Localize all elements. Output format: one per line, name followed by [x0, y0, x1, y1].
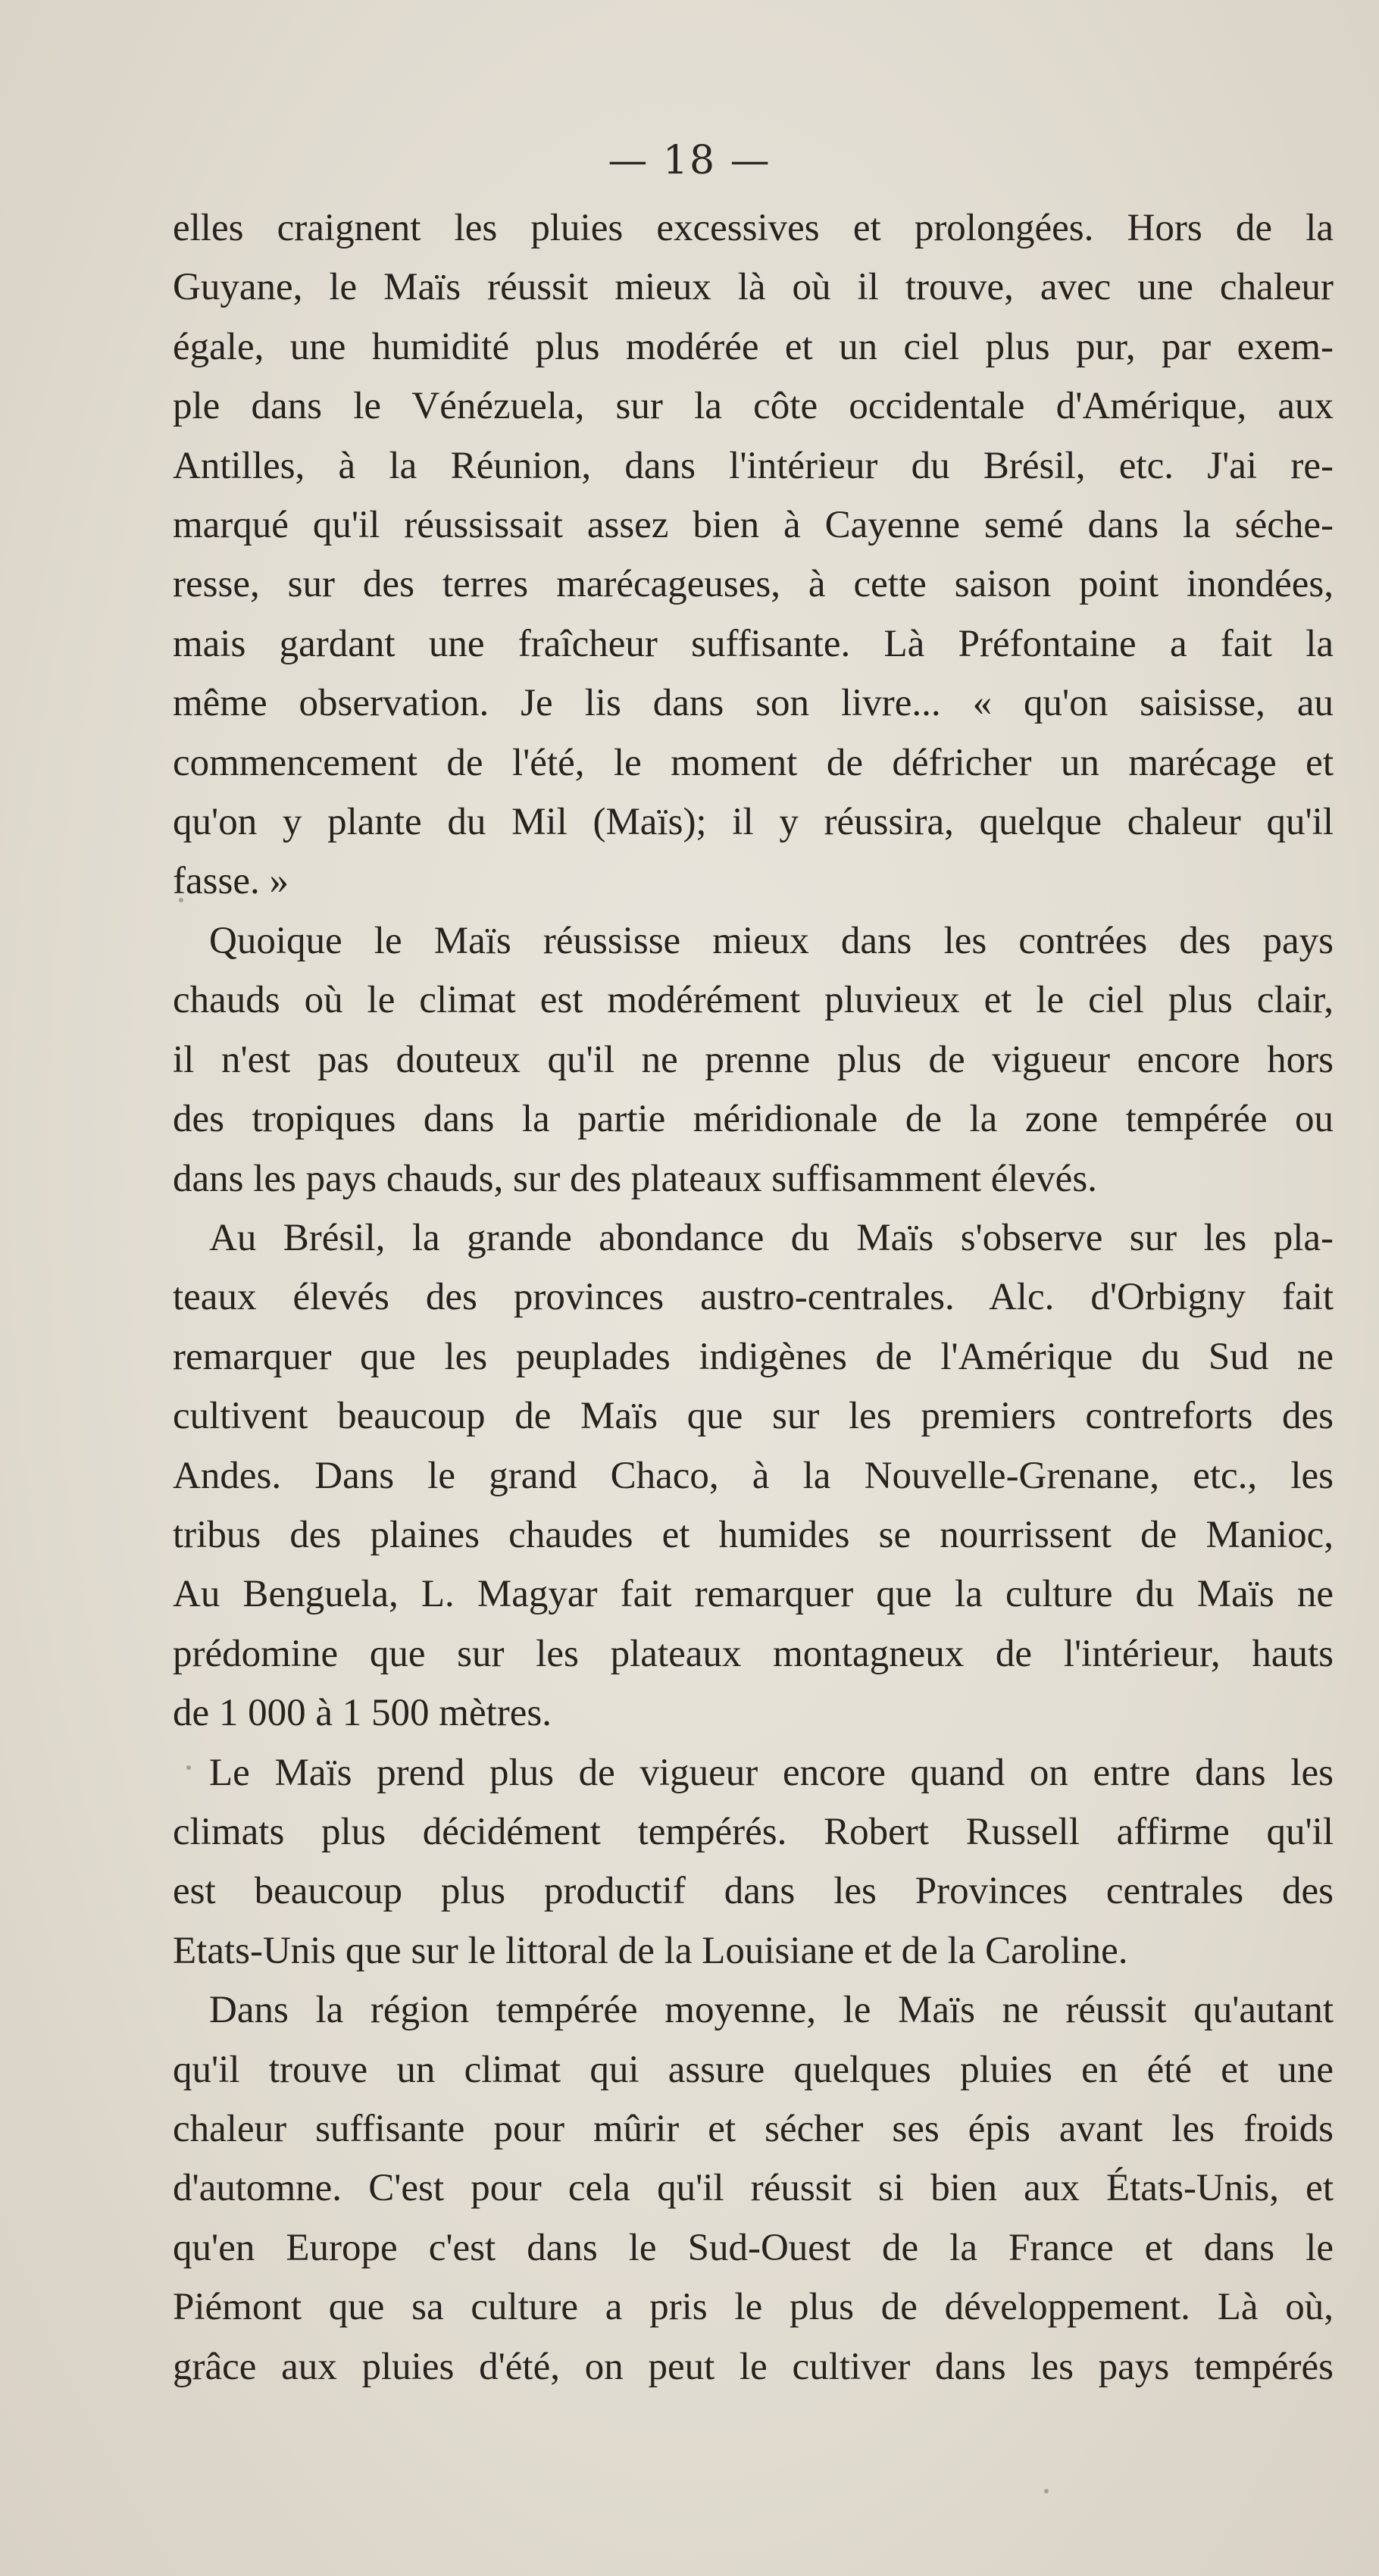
paragraph	[173, 911, 1334, 1208]
text-line: chauds où le climat est modérément pluvieux et le ciel plus clair,	[173, 979, 1334, 1022]
text-line: Dans la région tempérée moyenne, le Maïs ne réussit qu'autant	[209, 1989, 1334, 2032]
text-line: tribus des plaines chaudes et humides se nourrissent de Manioc,	[173, 1513, 1334, 1556]
text-line: de 1 000 à 1 500 mètres.	[173, 1692, 552, 1735]
text-line: Andes. Dans le grand Chaco, à la Nouvelle-Grenane, etc., les	[173, 1454, 1334, 1497]
text-line: remarquer que les peuplades indigènes de l'Amérique du Sud ne	[173, 1335, 1334, 1378]
text-line: Guyane, le Maïs réussit mieux là où il trouve, avec une chaleur	[173, 266, 1334, 309]
text-line: elles craignent les pluies excessives et prolongées. Hors de la	[173, 207, 1334, 249]
text-line: Au Benguela, L. Magyar fait remarquer que la culture du Maïs ne	[173, 1573, 1334, 1616]
text-line: marqué qu'il réussissait assez bien à Cayenne semé dans la séche-	[173, 504, 1334, 547]
text-line: est beaucoup plus productif dans les Provinces centrales des	[173, 1870, 1334, 1913]
text-line: Le Maïs prend plus de vigueur encore quand on entre dans les	[209, 1751, 1334, 1794]
text-line: mais gardant une fraîcheur suffisante. Là Préfontaine a fait la	[173, 622, 1334, 665]
text-line: qu'il trouve un climat qui assure quelques pluies en été et une	[173, 2048, 1334, 2091]
print-speck	[185, 1182, 189, 1186]
text-line: des tropiques dans la partie méridionale de la zone tempérée ou	[173, 1098, 1334, 1141]
print-speck	[179, 898, 183, 902]
paragraph	[173, 1208, 1334, 1743]
text-line: chaleur suffisante pour mûrir et sécher ses épis avant les froids	[173, 2108, 1334, 2150]
text-line: d'automne. C'est pour cela qu'il réussit si bien aux États-Unis, et	[173, 2167, 1334, 2210]
text-line: même observation. Je lis dans son livre... « qu'on saisisse, au	[173, 682, 1334, 725]
text-line: cultivent beaucoup de Maïs que sur les premiers contreforts des	[173, 1395, 1334, 1438]
text-line: égale, une humidité plus modérée et un ciel plus pur, par exem-	[173, 325, 1334, 368]
text-line: Quoique le Maïs réussisse mieux dans les contrées des pays	[209, 919, 1334, 962]
text-line: qu'en Europe c'est dans le Sud-Ouest de la France et dans le	[173, 2226, 1334, 2269]
text-line: dans les pays chauds, sur des plateaux suffisamment élevés.	[173, 1157, 1097, 1200]
text-line: climats plus décidément tempérés. Robert Russell affirme qu'il	[173, 1810, 1334, 1853]
text-line: grâce aux pluies d'été, on peut le cultiver dans les pays tempérés	[173, 2345, 1334, 2388]
text-line: Au Brésil, la grande abondance du Maïs s'observe sur les pla-	[209, 1216, 1334, 1259]
text-line: Antilles, à la Réunion, dans l'intérieur du Brésil, etc. J'ai re-	[173, 444, 1334, 487]
paragraph	[173, 1743, 1334, 1981]
text-line: qu'on y plante du Mil (Maïs); il y réussira, quelque chaleur qu'il	[173, 801, 1334, 844]
page-number: — 18 —	[608, 138, 771, 183]
paragraph	[173, 1980, 1334, 2396]
text-line: prédomine que sur les plateaux montagneux de l'intérieur, hauts	[173, 1632, 1334, 1675]
text-line: teaux élevés des provinces austro-centrales. Alc. d'Orbigny fait	[173, 1276, 1334, 1319]
print-speck	[1044, 2489, 1049, 2493]
text-line: Piémont que sa culture a pris le plus de développement. Là où,	[173, 2286, 1334, 2329]
text-line: il n'est pas douteux qu'il ne prenne plus de vigueur encore hors	[173, 1038, 1334, 1081]
text-line: ple dans le Vénézuela, sur la côte occidentale d'Amérique, aux	[173, 385, 1334, 428]
body-text	[173, 199, 1334, 2396]
text-line: fasse. »	[173, 860, 289, 903]
text-line: resse, sur des terres marécageuses, à cette saison point inondées,	[173, 563, 1334, 606]
text-line: commencement de l'été, le moment de défricher un marécage et	[173, 741, 1334, 784]
paragraph	[173, 199, 1334, 911]
print-speck	[186, 1765, 191, 1770]
text-line: Etats-Unis que sur le littoral de la Louisiane et de la Caroline.	[173, 1929, 1128, 1972]
